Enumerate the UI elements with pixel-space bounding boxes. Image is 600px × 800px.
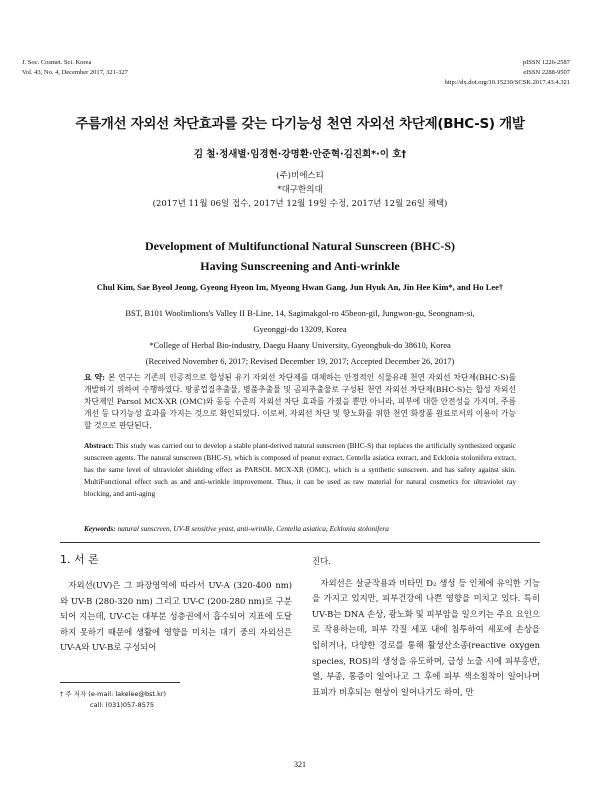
korean-authors: 김 철·정새별·임경현·강명환·안준혁·김진희*·이 호† [193,149,407,160]
section-heading-introduction: 1. 서 론 [60,553,99,566]
eissn: eISSN 2288-9507 [523,69,570,76]
english-authors: Chul Kim, Sae Byeol Jeong, Gyeong Hyeon Im, Myeong Hwan Gang, Jun Hyuk An, Jin Hee Kim*, and Ho Lee† [96,282,504,292]
english-affiliation [80,305,520,369]
section-divider [60,542,540,543]
left-column [60,578,292,656]
footnote-phone: call: (031)057-8575 [90,701,155,709]
abstract-korean [84,372,516,432]
doi-link[interactable]: http://dx.doi.org/10.15230/SCSK.2017.43.4.321 [444,79,570,86]
journal-header-left [22,58,128,78]
footnote-divider [60,682,180,683]
journal-volume: Vol. 43, No. 4, December 2017, 321-327 [22,69,128,76]
pissn: pISSN 1226-2587 [522,59,570,66]
abstract-english-label: Abstract: [84,441,114,450]
abstract-english [84,440,516,500]
korean-affiliation-2: *대구한의대 [277,185,323,195]
affil-line2: Gyeonggi-do 13209, Korea [253,324,347,334]
english-title-line1: Development of Multifunctional Natural Sunscreen (BHC-S) [144,239,456,253]
english-dates: (Received November 6, 2017; Revised December 19, 2017; Accepted December 26, 2017) [145,356,455,366]
continued-text: 진다. [312,556,331,566]
abstract-korean-text: 본 연구는 기존의 인공적으로 합성된 유기 자외선 차단제를 대체하는 안정적인 식물유래 천연 자외선 차단제(BHC-S)를 개발하기 위하여 수행하였다. 땅콩껍질추출물, 병풀추출물 및 곰피추출물로 구성된 천연 자외선 차단제(BHC-S)는 합성 자외선 차단제인 Parsol MCX-XR (OMC)와 동등 수준의 자외선 차단 효과를 가졌을 뿐만 아니라, 피부에 대한 안전성을 가지며, 주름개선 등 다기능성 효과를 가지는 것으로 확인되었다. 이로써, 자외선 차단 및 항노화를 위한 천연 화장품 원료로서의 이용이 가능할 것으로 판단된다. [84,373,516,430]
journal-name: J. Soc. Cosmet. Sci. Korea [22,59,92,66]
korean-affiliation-1: (주)비에스티 [276,171,324,181]
uv-effects-paragraph: 자외선은 살균작용과 비타민 D₂ 생성 등 인체에 유익한 기능을 가지고 있지만, 피부건강에 나쁜 영향을 미치고 있다. 특히 UV-B는 DNA 손상, 광노화 및 피부암을 일으키는 주요 요인으로 작용하는데, 피부 각질 세포 내에 침투하여 세포에 손상을 입히거나, 다양한 경로를 통해 활성산소종(reactive oxygen species, ROS)의 생성을 유도하며, 급성 노출 시에 피부홍반, 열, 부종, 통증이 일어나고 그 후에 피부 색소침착이 일어나며 표피가 비후되는 현상이 일어나기도 하여, 만 [312,577,540,697]
keywords-text: natural sunscreen, UV-B sensitive yeast, anti-wrinkle, Centella asiatica, Ecklonia stolonifera [117,524,389,533]
page-number: 321 [294,760,306,769]
footnote-email: † 주 저자 (e-mail: lakelee@bst.kr) [60,690,167,698]
keywords-label: Keywords: [84,524,116,533]
abstract-english-text: This study was carried out to develop a stable plant-derived natural sunscreen (BHC-S) that replaces the artificially synthesized organic sunscreen agents. The natural sunscreen (BHC-S), which is composed of peanut extract, Centella asiatica extract, and Ecklonia stolonifera extract, has the same level of ultraviolet shielding effect as PARSOL MCX-XR (OMC), which is a synthetic sunscreen. and has safety against skin. MultiFunctional effect such as and anti-wrinkle improvement. Thus, it can be used as raw material for natural cosmetics for ultraviolet ray blocking, and anti-aging [84,441,516,498]
english-title [0,236,600,276]
korean-title: 주름개선 자외선 차단효과를 갖는 다기능성 천연 자외선 차단제(BHC-S) 개발 [75,116,525,132]
korean-dates: (2017년 11월 06일 접수, 2017년 12월 19일 수정, 2017년 12월 26일 채택) [152,199,448,209]
abstract-korean-label: 요 약: [84,373,105,382]
footnote [60,689,166,711]
right-column [312,554,540,700]
keywords [84,524,516,533]
intro-paragraph: 자외선(UV)은 그 파장영역에 따라서 UV-A (320-400 nm)와 UV-B (280-320 nm) 그리고 UV-C (200-280 nm)로 구분되어 지는데, UV-C는 대부분 성층권에서 흡수되어 지표에 도달하지 못하기 때문에 생활에 영향을 미치는 대기 중의 자외선은 UV-A와 UV-B로 구성되어 [60,580,292,653]
affil-line1: BST, B101 Woolimlions's Valley II B-Line, 14, Sagimakgol-ro 45beon-gil, Jungwon-gu, Seongnam-si, [125,308,475,318]
journal-header-right [445,58,570,88]
english-title-line2: Having Sunscreening and Anti-wrinkle [200,259,400,273]
affil-line3: *College of Herbal Bio-industry, Daegu Haany University, Gyeongbuk-do 38610, Korea [149,340,451,350]
